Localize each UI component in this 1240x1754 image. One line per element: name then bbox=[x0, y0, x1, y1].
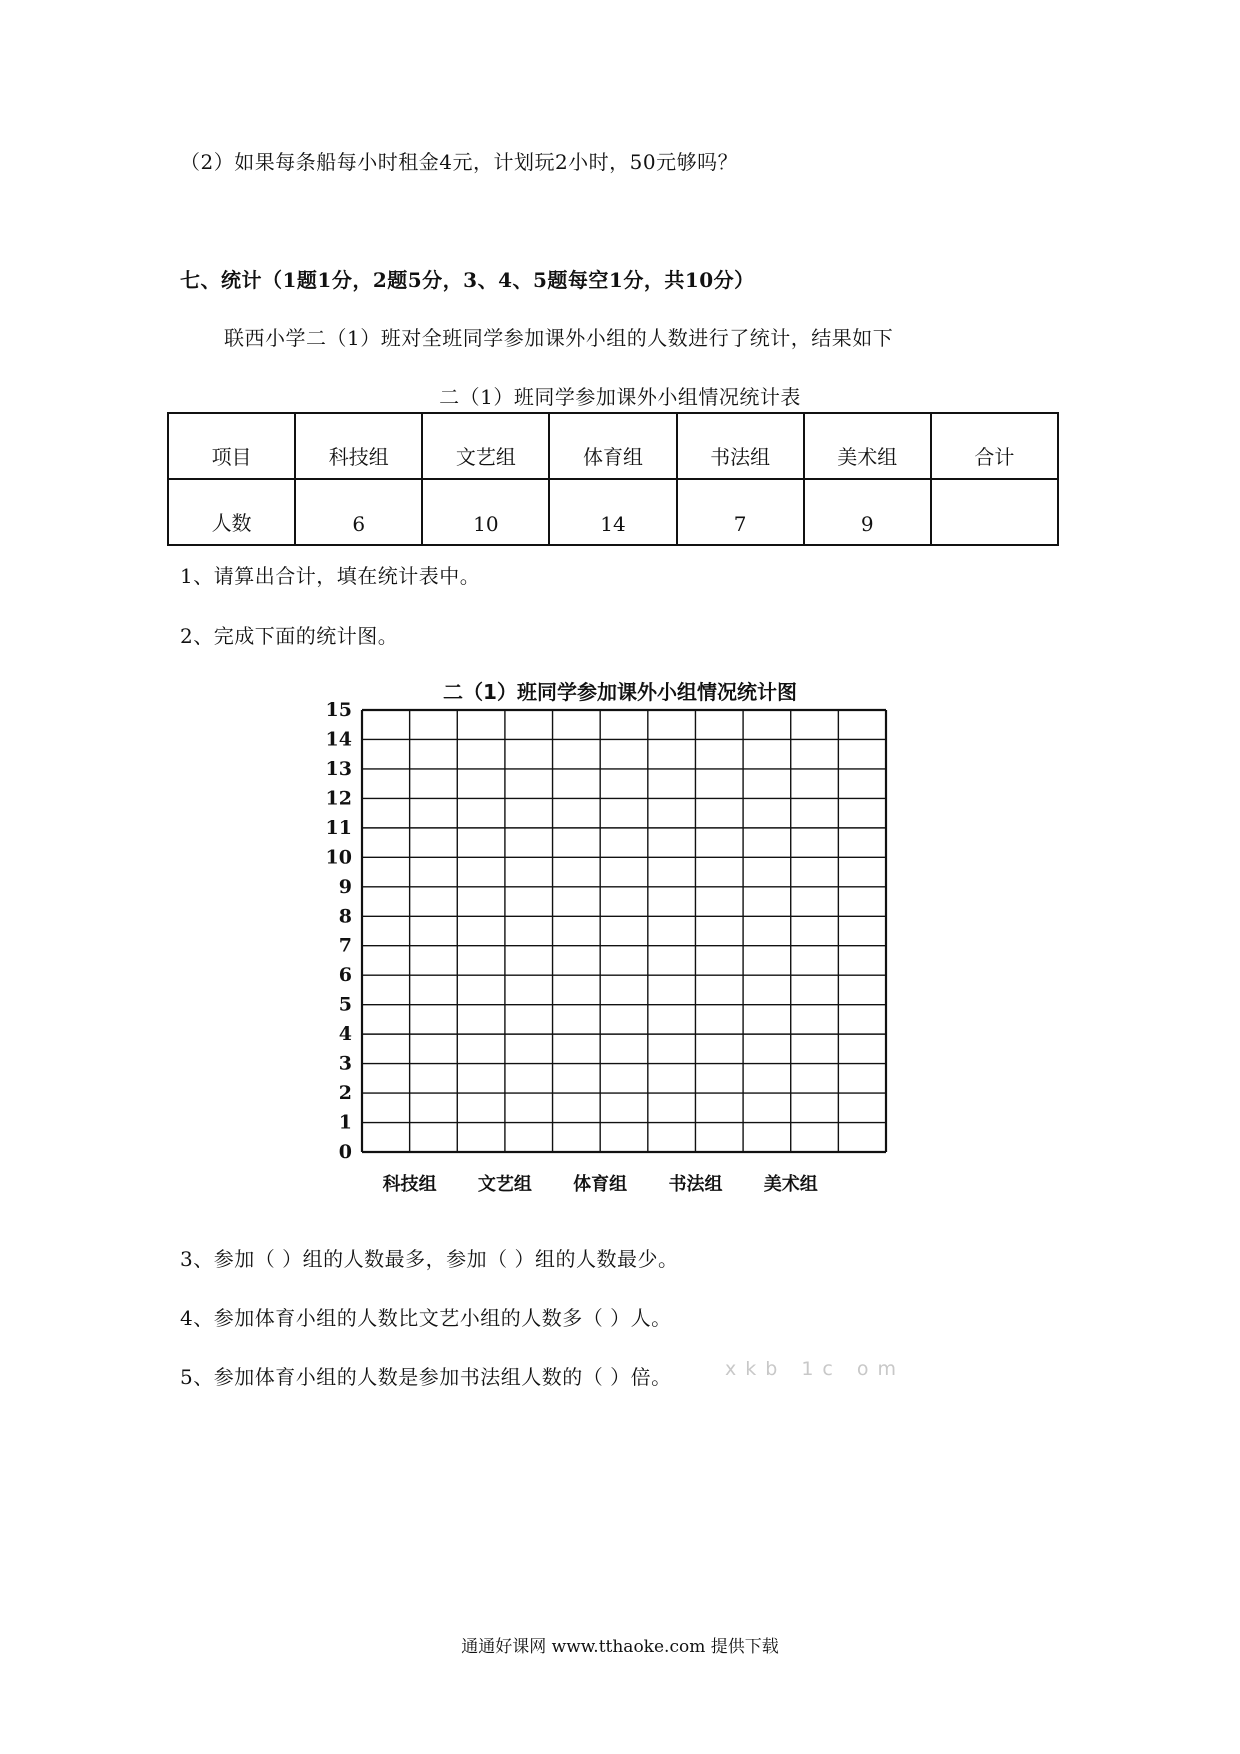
task-2: 2、完成下面的统计图。 bbox=[180, 624, 399, 648]
watermark: xkb 1c om bbox=[725, 1358, 906, 1380]
stats-table bbox=[167, 412, 1059, 546]
y-tick-label: 11 bbox=[325, 816, 352, 839]
y-tick-label: 2 bbox=[338, 1082, 352, 1105]
task-5: 5、参加体育小组的人数是参加书法组人数的（ ）倍。 bbox=[180, 1365, 672, 1389]
table-title: 二（1）班同学参加课外小组情况统计表 bbox=[439, 385, 801, 409]
x-category-label: 科技组 bbox=[382, 1174, 437, 1195]
intro-text: 联西小学二（1）班对全班同学参加课外小组的人数进行了统计，结果如下 bbox=[224, 326, 894, 350]
total-cell[interactable] bbox=[931, 479, 1058, 545]
x-category-label: 体育组 bbox=[573, 1174, 628, 1195]
column-header: 体育组 bbox=[549, 413, 676, 479]
question-2: （2）如果每条船每小时租金4元，计划玩2小时，50元够吗？ bbox=[180, 150, 739, 174]
table-header-row bbox=[168, 413, 1058, 479]
task-3: 3、参加（ ）组的人数最多，参加（ ）组的人数最少。 bbox=[180, 1247, 679, 1271]
table-row bbox=[168, 479, 1058, 545]
y-tick-label: 6 bbox=[338, 964, 352, 987]
column-header: 书法组 bbox=[677, 413, 804, 479]
x-category-label: 美术组 bbox=[763, 1174, 818, 1195]
y-tick-label: 10 bbox=[325, 846, 352, 869]
column-header: 科技组 bbox=[295, 413, 422, 479]
chart-title: 二（1）班同学参加课外小组情况统计图 bbox=[443, 680, 797, 704]
section-title: 七、统计（1题1分，2题5分，3、4、5题每空1分，共10分） bbox=[180, 268, 755, 292]
y-tick-label: 4 bbox=[338, 1023, 352, 1046]
row-label: 人数 bbox=[168, 479, 295, 545]
column-header: 文艺组 bbox=[422, 413, 549, 479]
x-category-label: 书法组 bbox=[668, 1174, 723, 1195]
table-cell: 14 bbox=[549, 479, 676, 545]
y-tick-label: 14 bbox=[325, 728, 352, 751]
task-4: 4、参加体育小组的人数比文艺小组的人数多（ ）人。 bbox=[180, 1306, 672, 1330]
y-tick-label: 1 bbox=[338, 1111, 352, 1134]
y-tick-label: 8 bbox=[338, 905, 352, 928]
y-tick-label: 12 bbox=[325, 787, 352, 810]
table-cell: 9 bbox=[804, 479, 931, 545]
table-cell: 10 bbox=[422, 479, 549, 545]
y-tick-label: 15 bbox=[325, 700, 352, 721]
x-category-label: 文艺组 bbox=[477, 1174, 532, 1195]
task-1: 1、请算出合计，填在统计表中。 bbox=[180, 564, 481, 588]
y-tick-label: 0 bbox=[338, 1141, 352, 1163]
y-tick-label: 3 bbox=[338, 1052, 352, 1075]
bar-chart-grid[interactable] bbox=[300, 700, 900, 1220]
column-header: 美术组 bbox=[804, 413, 931, 479]
y-tick-label: 5 bbox=[338, 993, 352, 1016]
column-header: 合计 bbox=[931, 413, 1058, 479]
y-tick-label: 13 bbox=[325, 757, 352, 780]
footer-text: 通通好课网 www.tthaoke.com 提供下载 bbox=[461, 1637, 779, 1657]
table-cell: 7 bbox=[677, 479, 804, 545]
y-tick-label: 7 bbox=[338, 934, 352, 957]
header-label: 项目 bbox=[168, 413, 295, 479]
table-cell: 6 bbox=[295, 479, 422, 545]
y-tick-label: 9 bbox=[338, 875, 352, 898]
